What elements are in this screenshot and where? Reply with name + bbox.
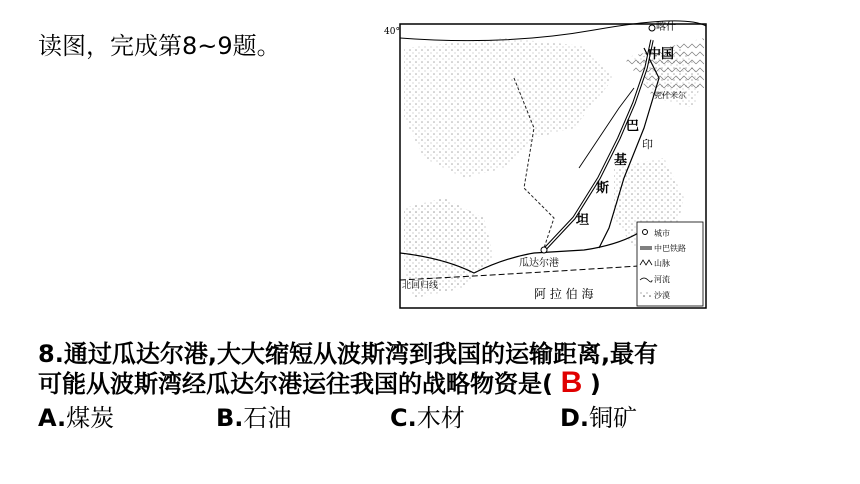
map-pakistan-3: 斯	[596, 181, 610, 196]
map-pakistan-1: 巴	[626, 119, 640, 134]
question-line-2	[38, 364, 601, 400]
option-c[interactable]	[390, 398, 465, 433]
legend-desert: 沙漠	[654, 291, 670, 300]
option-c-text: 木材	[416, 404, 465, 432]
map-city-kashgar: 喀什	[656, 22, 676, 33]
option-d[interactable]	[560, 398, 637, 433]
legend-city: 城市	[654, 229, 670, 238]
map-pakistan-4: 坦	[576, 213, 590, 228]
option-a[interactable]	[38, 398, 114, 433]
map-india-label: 印	[642, 138, 653, 151]
legend-river: 河流	[654, 275, 670, 284]
map-country-china: 中国	[648, 47, 675, 62]
map-lat-label: 40°	[384, 27, 400, 37]
option-d-text: 铜矿	[589, 404, 638, 432]
option-b-letter: B.	[216, 404, 244, 432]
question-close-paren: )	[589, 370, 601, 398]
legend-mountain: 山脉	[654, 259, 670, 268]
map-sea-label: 阿 拉 伯 海	[534, 287, 594, 301]
question-text-2: 可能从波斯湾经瓜达尔港运往我国的战略物资是(	[38, 370, 553, 398]
option-a-text: 煤炭	[66, 404, 115, 432]
legend-railway: 中巴铁路	[654, 244, 686, 253]
answer-mark: B	[560, 366, 583, 399]
map-tropic-label: 北回归线	[402, 281, 439, 291]
option-d-letter: D.	[560, 404, 590, 432]
map-legend	[637, 222, 703, 306]
map-kashmir-label: 克什米尔	[654, 91, 686, 100]
map-image	[384, 18, 711, 313]
option-b[interactable]	[216, 398, 291, 433]
question-number: 8.	[38, 340, 64, 368]
map-pakistan-2: 基	[614, 153, 628, 168]
question-text-1: 通过瓜达尔港,大大缩短从波斯湾到我国的运输距离,最有	[63, 340, 659, 368]
map-port-label: 瓜达尔港	[519, 258, 559, 269]
option-a-letter: A.	[38, 404, 67, 432]
option-b-text: 石油	[243, 404, 292, 432]
intro-text: 读图，完成第8~9题。	[38, 32, 281, 60]
option-c-letter: C.	[390, 404, 417, 432]
